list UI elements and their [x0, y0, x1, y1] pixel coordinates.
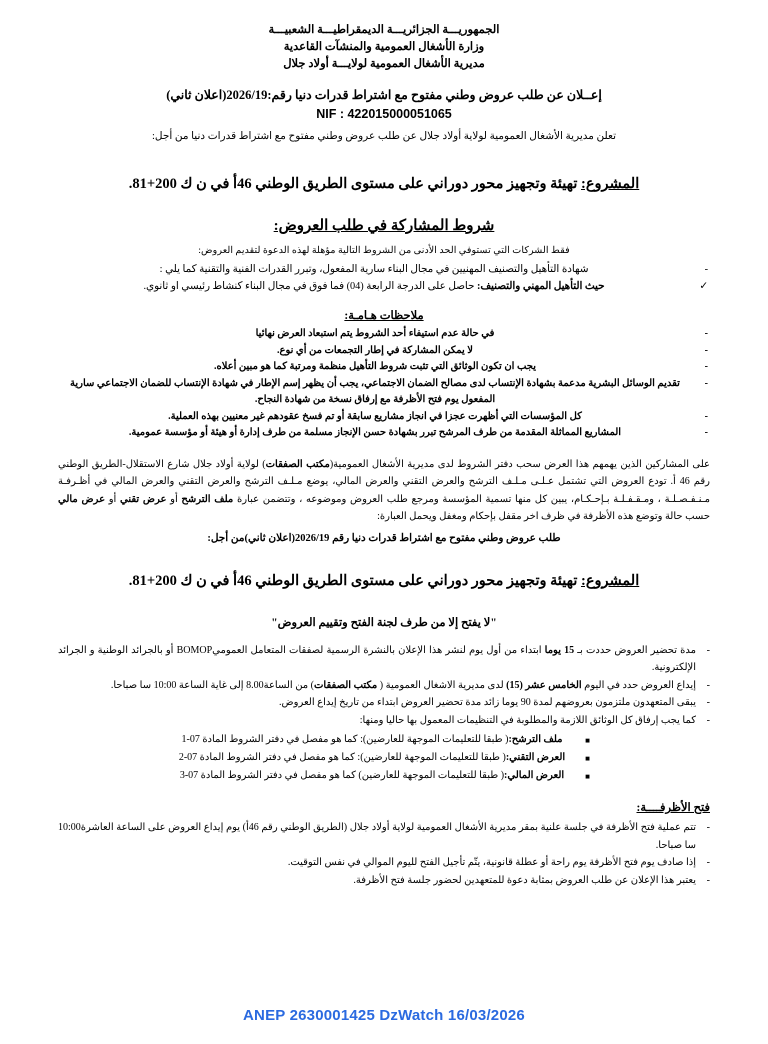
project-title-2: تهيئة وتجهيز محور دوراني على مستوى الطريق الوطني 46أ في ن ك 200+81.	[128, 572, 578, 589]
opening-heading: فتح الأظرفــــة:	[636, 802, 710, 814]
note-text: كل المؤسسات التي أظهرت عجزا في انجاز مشاريع سابقة أو تم فسخ عقودهم غير معنيين بهذه العملية.	[168, 410, 582, 422]
dash-bullet-icon: -	[706, 874, 710, 886]
square-bullet-icon: ■	[585, 772, 590, 781]
procurement-office-label-2: مكتب الصفقات	[314, 679, 378, 691]
technical-offer-label: عرض تقني	[119, 493, 167, 505]
bomop-label: BOMOP	[176, 644, 213, 656]
file-label: ملف الترشح:	[508, 734, 563, 745]
file-description: ( طبقا للتعليمات الموجهة للعارضين): كما هو مفصل في دفتر الشروط المادة 07-1	[181, 734, 509, 745]
notes-list	[58, 326, 710, 442]
dash-bullet-icon: -	[706, 679, 710, 691]
procurement-office-label: مكتب الصفقات	[265, 458, 330, 470]
project-title-block-2	[58, 570, 710, 592]
paragraph-part-3: أو	[166, 493, 182, 505]
list-item	[58, 872, 710, 890]
participation-lead: فقط الشركات التي تستوفي الحد الأدنى من الشروط التالية مؤهلة لهذه الدعوة لتقديم العروض:	[198, 245, 570, 256]
project-title-block	[58, 173, 710, 195]
paragraph-part-4: أو	[105, 493, 120, 505]
dash-bullet-icon: -	[704, 264, 708, 275]
list-item	[58, 731, 710, 749]
list-item	[58, 819, 710, 854]
deadline-text-c: أو بالجرائد الوطنية و الجرائد الإلكترونية.	[58, 644, 696, 673]
submission-text-c: ) من الساعة8.00 إلى غاية الساعة 10:00 سا صباحا.	[110, 679, 314, 691]
list-item	[58, 425, 710, 442]
note-text: في حالة عدم استيفاء أحد الشروط يتم استبعاد العرض نهائيا	[255, 328, 495, 339]
dash-bullet-icon: -	[704, 344, 708, 356]
list-item	[58, 767, 710, 785]
withdrawal-paragraph	[58, 456, 710, 526]
list-item	[58, 278, 710, 295]
list-item	[58, 376, 710, 409]
submission-day-value: الخامس عشر (15)	[506, 679, 582, 691]
dash-bullet-icon: -	[704, 410, 708, 422]
list-item	[58, 359, 710, 376]
project-title: تهيئة وتجهيز محور دوراني على مستوى الطريق الوطني 46أ في ن ك 200+81.	[128, 176, 578, 192]
list-item	[58, 642, 710, 677]
project-label-2: المشروع:	[580, 572, 640, 589]
preparation-period-value: 15 يوما	[544, 644, 575, 656]
square-bullet-icon: ■	[585, 754, 590, 763]
file-label: العرض التقني:	[505, 752, 566, 763]
dash-bullet-icon: -	[704, 328, 708, 339]
opening-list	[58, 819, 710, 889]
participation-heading: شروط المشاركة في طلب العروض:	[273, 218, 495, 234]
opening-text: إذا صادف يوم فتح الأظرفة يوم راحة أو عطلة قانونية، يتّم تأجيل الفتح لليوم الموالي في نفس التوقيت.	[287, 857, 696, 868]
file-list	[58, 731, 710, 785]
list-item	[58, 694, 710, 712]
note-text: لا يمكن المشاركة في إطار التجمعات من أي نوع.	[276, 344, 473, 356]
dash-bullet-icon: -	[706, 822, 710, 833]
list-item	[58, 677, 710, 695]
notice-title: إعــلان عن طلب عروض وطني مفتوح مع اشتراط قدرات دنيا رقم:2026/19(اعلان ثاني)	[166, 88, 602, 102]
header-ministry-line: وزارة الأشغال العمومية والمنشآت القاعدية	[283, 41, 485, 53]
header-directorate-line: مديرية الأشغال العمومية لولايـــة أولاد جلال	[283, 58, 485, 70]
deadline-list	[58, 642, 710, 730]
check-bullet-icon: ✓	[699, 281, 708, 292]
note-text: يجب ان تكون الوثائق التي تثبت شروط التأهيل منظمة ومرتبة كما هو مبين أعلاه.	[213, 361, 537, 372]
paragraph-part-2: ) لولاية أولاد جلال شارع الاستقلال-الطريق الوطني رقم 46 أ. تودع العروض التي تشتمل عـلـى مـلـف الترشح والعرض التقني والعرض المالي، يوضع مـلـف الترشح والعرض التقني والعرض المالي في أظـرفـة مـنـفـصـلـة ، ومـقـفـلـة بـإحـكـام، يبين كل منها تسمية المؤسسة ومرجع طلب العروض وموضوعه ، وتتضمن عبارة	[58, 458, 711, 505]
do-not-open-notice: "لا يفتح إلا من طرف لجنة الفتح وتقييم العروض"	[271, 616, 497, 629]
document-header	[58, 22, 710, 73]
list-item	[58, 409, 710, 426]
list-item	[58, 712, 710, 730]
list-item	[58, 854, 710, 872]
dash-bullet-icon: -	[706, 714, 710, 726]
list-item	[58, 326, 710, 343]
dash-bullet-icon: -	[704, 361, 708, 372]
deadline-text-b: ابتداء من أول يوم لنشر هذا الإعلان بالنشرة الرسمية لصفقات المتعامل العمومي	[212, 644, 545, 656]
square-bullet-icon: ■	[585, 736, 590, 745]
submission-text-b: لدى مديرية الاشغال العمومية (	[377, 679, 507, 691]
envelope-inscription: طلب عروض وطني مفتوح مع اشتراط قدرات دنيا رقم 2026/19(اعلان ثاني)من أجل:	[207, 532, 561, 544]
qualification-text: حاصل على الدرجة الرابعة (04) فما فوق في مجال البناء كنشاط رئيسي او ثانوي.	[143, 281, 477, 292]
dash-bullet-icon: -	[704, 427, 708, 438]
project-label: المشروع:	[580, 176, 640, 192]
note-text: المشاريع المماثلة المقدمة من طرف المرشح تبرر بشهادة حسن الإنجاز مسلمة من طرف إدارة أو هيئة أو مؤسسة عمومية.	[128, 427, 622, 438]
paragraph-part-1: على المشاركين الذين يهمهم هذا العرض سحب دفتر الشروط لدى مديرية الأشغال العمومية(	[329, 458, 710, 470]
list-item	[58, 749, 710, 767]
documents-text: كما يجب إرفاق كل الوثائق اللازمة والمطلوبة في التنظيمات المعمول بها حاليا ومنها:	[359, 714, 696, 726]
file-label: العرض المالي:	[504, 770, 565, 781]
qualification-label: حيث التأهيل المهني والتصنيف:	[476, 281, 605, 292]
list-item	[58, 343, 710, 360]
validity-text: يبقى المتعهدون ملتزمون بعروضهم لمدة 90 يوما زائد مدة تحضير العروض ابتداء من تاريخ إيداع العروض.	[279, 697, 696, 708]
candidacy-file-label: ملف الترشح	[181, 493, 234, 505]
deadline-text-a: مدة تحضير العروض حددت بـ	[574, 644, 696, 656]
announcement-intro: تعلن مديرية الأشغال العمومية لولاية أولاد جلال عن طلب عروض وطني مفتوح مع اشتراط قدرات دنيا من أجل:	[151, 131, 617, 142]
file-description: ( طبقا للتعليمات الموجهة للعارضين) كما هو مفصل في دفتر الشروط المادة 07-3	[179, 770, 505, 781]
anep-footer: ANEP 2630001425 DzWatch 16/03/2026	[243, 1007, 525, 1024]
file-description: ( طبقا للتعليمات الموجهة للعارضين): كما هو مفصل في دفتر الشروط المادة 07-2	[178, 752, 506, 763]
notes-heading: ملاحظات هـامـة:	[344, 310, 424, 322]
paragraph-part-5: حسب حالة وتوضع هذه الأظرفة في ظرف اخر مقفل بإحكام ومغفل ويحمل العبارة:	[377, 511, 710, 522]
dash-bullet-icon: -	[706, 857, 710, 868]
list-item	[58, 261, 710, 278]
participation-item-text: شهادة التأهيل والتصنيف المهنيين في مجال البناء سارية المفعول، وتبرر القدرات الفنية والتقنية كما يلي :	[159, 264, 589, 275]
dash-bullet-icon: -	[704, 377, 708, 389]
header-republic-line: الجمهوريـــة الجزائريـــة الديمقراطيـــة الشعبيـــة	[268, 24, 500, 36]
nif-number: NIF : 422015000051065	[316, 107, 452, 121]
note-text: تقديم الوسائل البشرية مدعمة بشهادة الإنتساب لدى مصالح الضمان الاجتماعي، يجب أن يظهر إسم الإطار في شهادة الإنتساب للضمان الاجتماعي سارية المفعول يوم فتح الأظرفة مع إرفاق نسخة من شهادة النجاح.	[70, 377, 680, 405]
financial-offer-label: عرض مالي	[58, 493, 106, 505]
dash-bullet-icon: -	[706, 644, 710, 656]
participation-list	[58, 261, 710, 295]
dash-bullet-icon: -	[706, 697, 710, 708]
opening-text: تتم عملية فتح الأظرفة في جلسة علنية بمقر مديرية الأشغال العمومية لولاية أولاد جلال (الطريق الوطني رقم 46أ) يوم إيداع العروض على الساعة العاشرة10:00 سا صباحا.	[58, 822, 696, 851]
opening-text: يعتبر هذا الإعلان عن طلب العروض بمثابة دعوة للمتعهدين لحضور جلسة فتح الأظرفة.	[353, 874, 696, 886]
submission-text-a: إيداع العروض حدد في اليوم	[581, 679, 696, 691]
